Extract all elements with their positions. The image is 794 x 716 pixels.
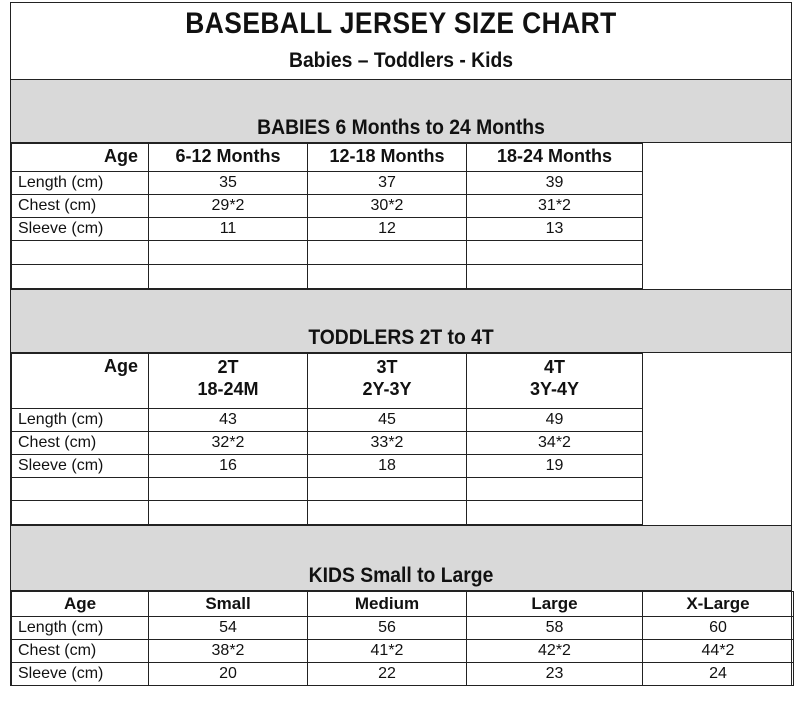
cell-value: 45 bbox=[308, 409, 467, 432]
kids-header-row bbox=[12, 592, 794, 617]
age-range: 3Y-4Y bbox=[529, 379, 580, 399]
cell-value: 49 bbox=[467, 409, 643, 432]
toddlers-table bbox=[11, 353, 643, 525]
kids-section-band bbox=[11, 525, 791, 591]
table-row bbox=[12, 455, 643, 478]
cell-value: 19 bbox=[467, 455, 643, 478]
row-label: Sleeve (cm) bbox=[12, 218, 149, 241]
empty-row bbox=[12, 501, 643, 525]
cell-value: 35 bbox=[149, 172, 308, 195]
table-row bbox=[12, 617, 794, 640]
row-label: Sleeve (cm) bbox=[12, 663, 149, 686]
toddlers-header-row bbox=[12, 354, 643, 409]
table-row bbox=[12, 640, 794, 663]
kids-age-header: Age bbox=[12, 592, 149, 617]
toddlers-col-header bbox=[149, 354, 308, 409]
cell-value: 38*2 bbox=[149, 640, 308, 663]
babies-age-header: Age bbox=[12, 144, 149, 172]
cell-value: 37 bbox=[308, 172, 467, 195]
toddlers-age-header: Age bbox=[12, 354, 149, 409]
row-label: Chest (cm) bbox=[12, 432, 149, 455]
toddlers-section-title: TODDLERS 2T to 4T bbox=[308, 326, 494, 349]
cell-value: 31*2 bbox=[467, 195, 643, 218]
kids-col-header: X-Large bbox=[643, 592, 794, 617]
table-row bbox=[12, 432, 643, 455]
cell-value: 33*2 bbox=[308, 432, 467, 455]
kids-table bbox=[11, 591, 794, 686]
cell-value: 18 bbox=[308, 455, 467, 478]
cell-value: 16 bbox=[149, 455, 308, 478]
cell-value: 42*2 bbox=[467, 640, 643, 663]
empty-row bbox=[12, 265, 643, 289]
kids-col-header: Medium bbox=[308, 592, 467, 617]
toddlers-section-band bbox=[11, 289, 791, 353]
toddlers-col-header bbox=[308, 354, 467, 409]
size-code: 4T bbox=[543, 357, 565, 377]
cell-value: 34*2 bbox=[467, 432, 643, 455]
row-label: Chest (cm) bbox=[12, 195, 149, 218]
cell-value: 30*2 bbox=[308, 195, 467, 218]
toddlers-col-header bbox=[467, 354, 643, 409]
cell-value: 20 bbox=[149, 663, 308, 686]
cell-value: 24 bbox=[643, 663, 794, 686]
cell-value: 41*2 bbox=[308, 640, 467, 663]
size-code: 3T bbox=[376, 357, 398, 377]
babies-col-header: 18-24 Months bbox=[467, 144, 643, 172]
cell-value: 60 bbox=[643, 617, 794, 640]
kids-col-header: Small bbox=[149, 592, 308, 617]
row-label: Length (cm) bbox=[12, 617, 149, 640]
cell-value: 54 bbox=[149, 617, 308, 640]
babies-section-title: BABIES 6 Months to 24 Months bbox=[257, 116, 545, 139]
age-range: 18-24M bbox=[197, 379, 259, 399]
age-range: 2Y-3Y bbox=[362, 379, 412, 399]
babies-header-row bbox=[12, 144, 643, 172]
row-label: Length (cm) bbox=[12, 409, 149, 432]
cell-value: 44*2 bbox=[643, 640, 794, 663]
cell-value: 11 bbox=[149, 218, 308, 241]
row-label: Length (cm) bbox=[12, 172, 149, 195]
chart-subtitle: Babies – Toddlers - Kids bbox=[288, 49, 514, 72]
kids-col-header: Large bbox=[467, 592, 643, 617]
cell-value: 12 bbox=[308, 218, 467, 241]
cell-value: 22 bbox=[308, 663, 467, 686]
table-row bbox=[12, 409, 643, 432]
babies-col-header: 6-12 Months bbox=[149, 144, 308, 172]
table-row bbox=[12, 663, 794, 686]
row-label: Sleeve (cm) bbox=[12, 455, 149, 478]
cell-value: 56 bbox=[308, 617, 467, 640]
size-chart bbox=[10, 2, 792, 686]
table-row bbox=[12, 172, 643, 195]
cell-value: 39 bbox=[467, 172, 643, 195]
babies-col-header: 12-18 Months bbox=[308, 144, 467, 172]
chart-title: BASEBALL JERSEY SIZE CHART bbox=[185, 7, 617, 40]
babies-table bbox=[11, 143, 643, 289]
row-label: Chest (cm) bbox=[12, 640, 149, 663]
size-code: 2T bbox=[217, 357, 239, 377]
cell-value: 29*2 bbox=[149, 195, 308, 218]
table-row bbox=[12, 195, 643, 218]
empty-row bbox=[12, 241, 643, 265]
kids-section-title: KIDS Small to Large bbox=[308, 564, 494, 587]
cell-value: 23 bbox=[467, 663, 643, 686]
cell-value: 13 bbox=[467, 218, 643, 241]
babies-section-band bbox=[11, 79, 791, 143]
empty-row bbox=[12, 478, 643, 501]
table-row bbox=[12, 218, 643, 241]
cell-value: 43 bbox=[149, 409, 308, 432]
cell-value: 58 bbox=[467, 617, 643, 640]
cell-value: 32*2 bbox=[149, 432, 308, 455]
